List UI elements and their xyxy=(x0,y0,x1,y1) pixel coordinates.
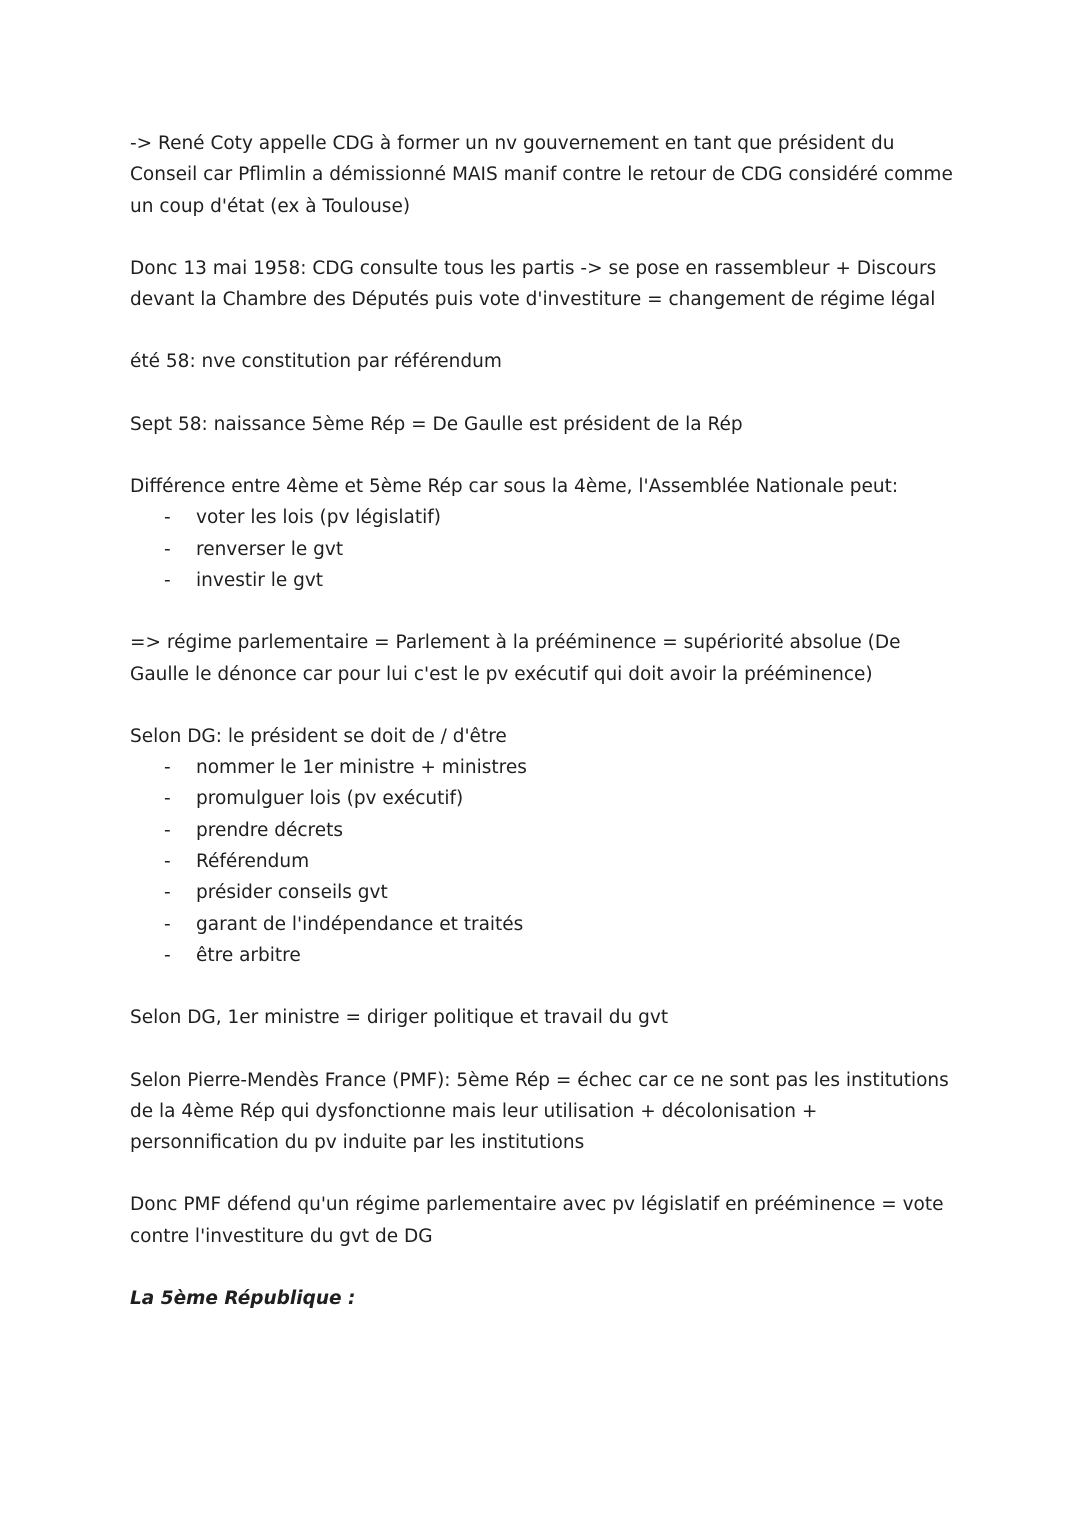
section-heading: La 5ème République : xyxy=(130,1288,356,1310)
assemblee-powers-list xyxy=(130,502,960,596)
list-item: - être arbitre xyxy=(130,940,960,971)
paragraph-premier-ministre: Selon DG, 1er ministre = diriger politique et travail du gvt xyxy=(130,1007,669,1029)
paragraph-pmf-vote: Donc PMF défend qu'un régime parlementaire avec pv législatif en prééminence = vote contre l'investiture du gvt de DG xyxy=(130,1194,944,1247)
paragraph-13-mai-1958: Donc 13 mai 1958: CDG consulte tous les partis -> se pose en rassembleur + Discours devant la Chambre des Députés puis vote d'investiture = changement de régime légal xyxy=(130,257,937,311)
document-page xyxy=(130,128,960,1314)
list-item: - investir le gvt xyxy=(130,565,960,596)
list-item: - renverser le gvt xyxy=(130,534,960,565)
president-duties-list xyxy=(130,752,960,971)
paragraph-ete-58: été 58: nve constitution par référendum xyxy=(130,351,502,373)
paragraph-coty: -> René Coty appelle CDG à former un nv gouvernement en tant que président du Conseil car Pflimlin a démissionné MAIS manif contre le retour de CDG considéré comme un coup d'état (ex à Toulouse) xyxy=(130,133,953,217)
paragraph-regime-parlementaire: => régime parlementaire = Parlement à la prééminence = supériorité absolue (De Gaulle le dénonce car pour lui c'est le pv exécutif qui doit avoir la prééminence) xyxy=(130,632,901,685)
list-item: - Référendum xyxy=(130,846,960,877)
president-duties-intro: Selon DG: le président se doit de / d'être xyxy=(130,725,507,747)
list-item: - nommer le 1er ministre + ministres xyxy=(130,752,960,783)
assemblee-powers-intro: Différence entre 4ème et 5ème Rép car sous la 4ème, l'Assemblée Nationale peut: xyxy=(130,476,899,498)
list-item: - présider conseils gvt xyxy=(130,877,960,908)
paragraph-sept-58: Sept 58: naissance 5ème Rép = De Gaulle est président de la Rép xyxy=(130,413,743,435)
list-item: - prendre décrets xyxy=(130,815,960,846)
list-item: - garant de l'indépendance et traités xyxy=(130,909,960,940)
assemblee-powers-block xyxy=(130,471,960,596)
list-item: - promulguer lois (pv exécutif) xyxy=(130,783,960,814)
paragraph-pmf-echec: Selon Pierre-Mendès France (PMF): 5ème Rép = échec car ce ne sont pas les institutions de la 4ème Rép qui dysfonctionne mais leur utilisation + décolonisation + personnification du pv induite par les institutions xyxy=(130,1069,949,1154)
president-duties-block xyxy=(130,721,960,971)
list-item: - voter les lois (pv législatif) xyxy=(130,502,960,533)
